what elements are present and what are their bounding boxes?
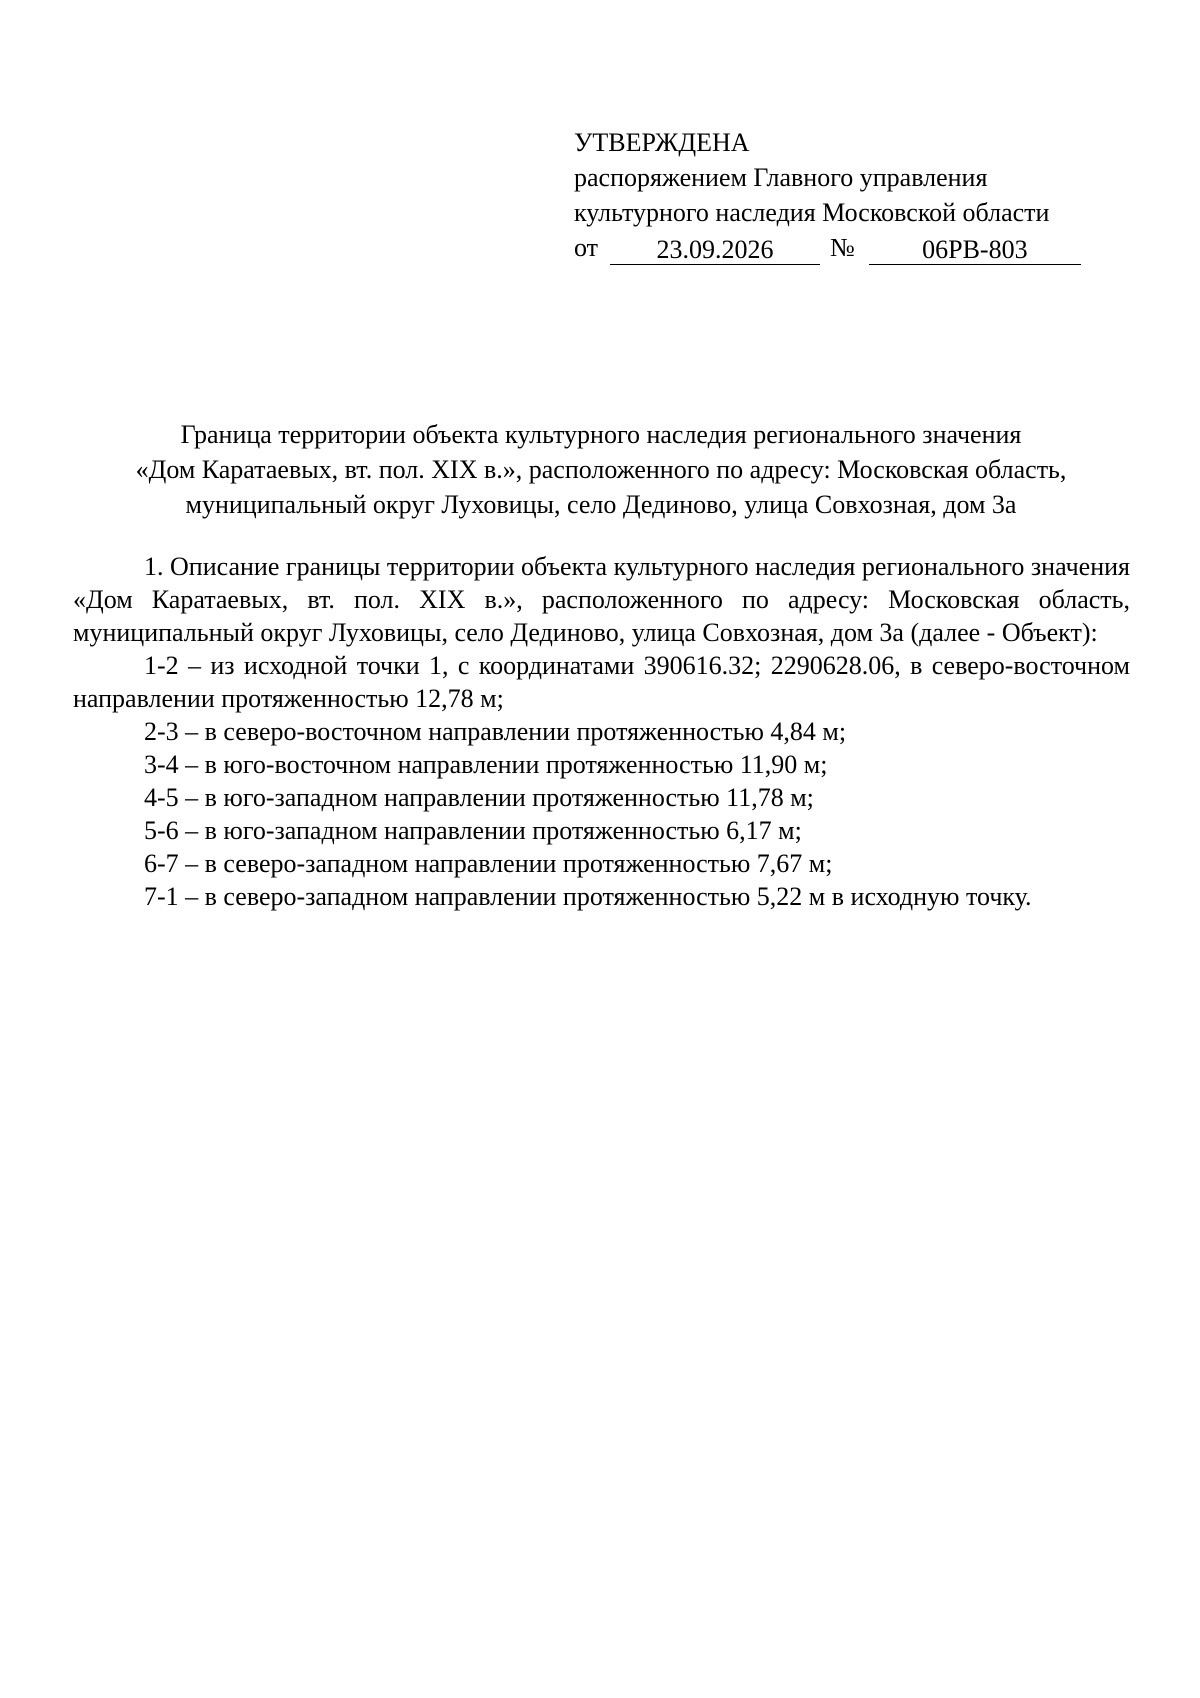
date-prefix: от [574,233,599,262]
approval-number: 06РВ-803 [869,236,1081,265]
document-title [70,417,1132,522]
boundary-segment-3-4: 3-4 – в юго-восточном направлении протяженностью 11,90 м; [144,750,828,779]
boundary-segment-2-3: 2-3 – в северо-восточном направлении протяженностью 4,84 м; [144,717,847,746]
approval-stamp-block [574,125,1094,265]
approval-date-number-row [574,230,1094,265]
boundary-segment-1-2: 1-2 – из исходной точки 1, с координатами 390616.32; 2290628.06, в северо-восточном направлении протяженностью 12,78 м; [73,651,1130,713]
approval-date: 23.09.2026 [610,236,820,265]
boundary-segment-6-7: 6-7 – в северо-западном направлении протяженностью 7,67 м; [144,849,833,878]
document-body [73,550,1130,913]
boundary-segment-7-1: 7-1 – в северо-западном направлении протяженностью 5,22 м в исходную точку. [144,882,1032,911]
boundary-segment-4-5: 4-5 – в юго-западном направлении протяженностью 11,78 м; [144,783,814,812]
title-line-3: муниципальный округ Луховицы, село Дединово, улица Совхозная, дом 3а [185,490,1017,519]
title-line-1: Граница территории объекта культурного наследия регионального значения [180,420,1022,449]
approval-heading: УТВЕРЖДЕНА [574,128,750,157]
boundary-description-paragraph: 1. Описание границы территории объекта культурного наследия регионального значения «Дом Каратаевых, вт. пол. XIX в.», расположенного по адресу: Московская область, муниципальный округ Луховицы, село Дединово, улица Совхозная, дом 3а (далее - Объект): [73,552,1130,647]
approval-authority-line-1: распоряжением Главного управления [574,163,988,192]
number-sign: № [830,233,855,262]
boundary-segment-5-6: 5-6 – в юго-западном направлении протяженностью 6,17 м; [144,816,802,845]
title-line-2: «Дом Каратаевых, вт. пол. XIX в.», расположенного по адресу: Московская область, [135,455,1067,484]
approval-authority-line-2: культурного наследия Московской области [574,198,1050,227]
